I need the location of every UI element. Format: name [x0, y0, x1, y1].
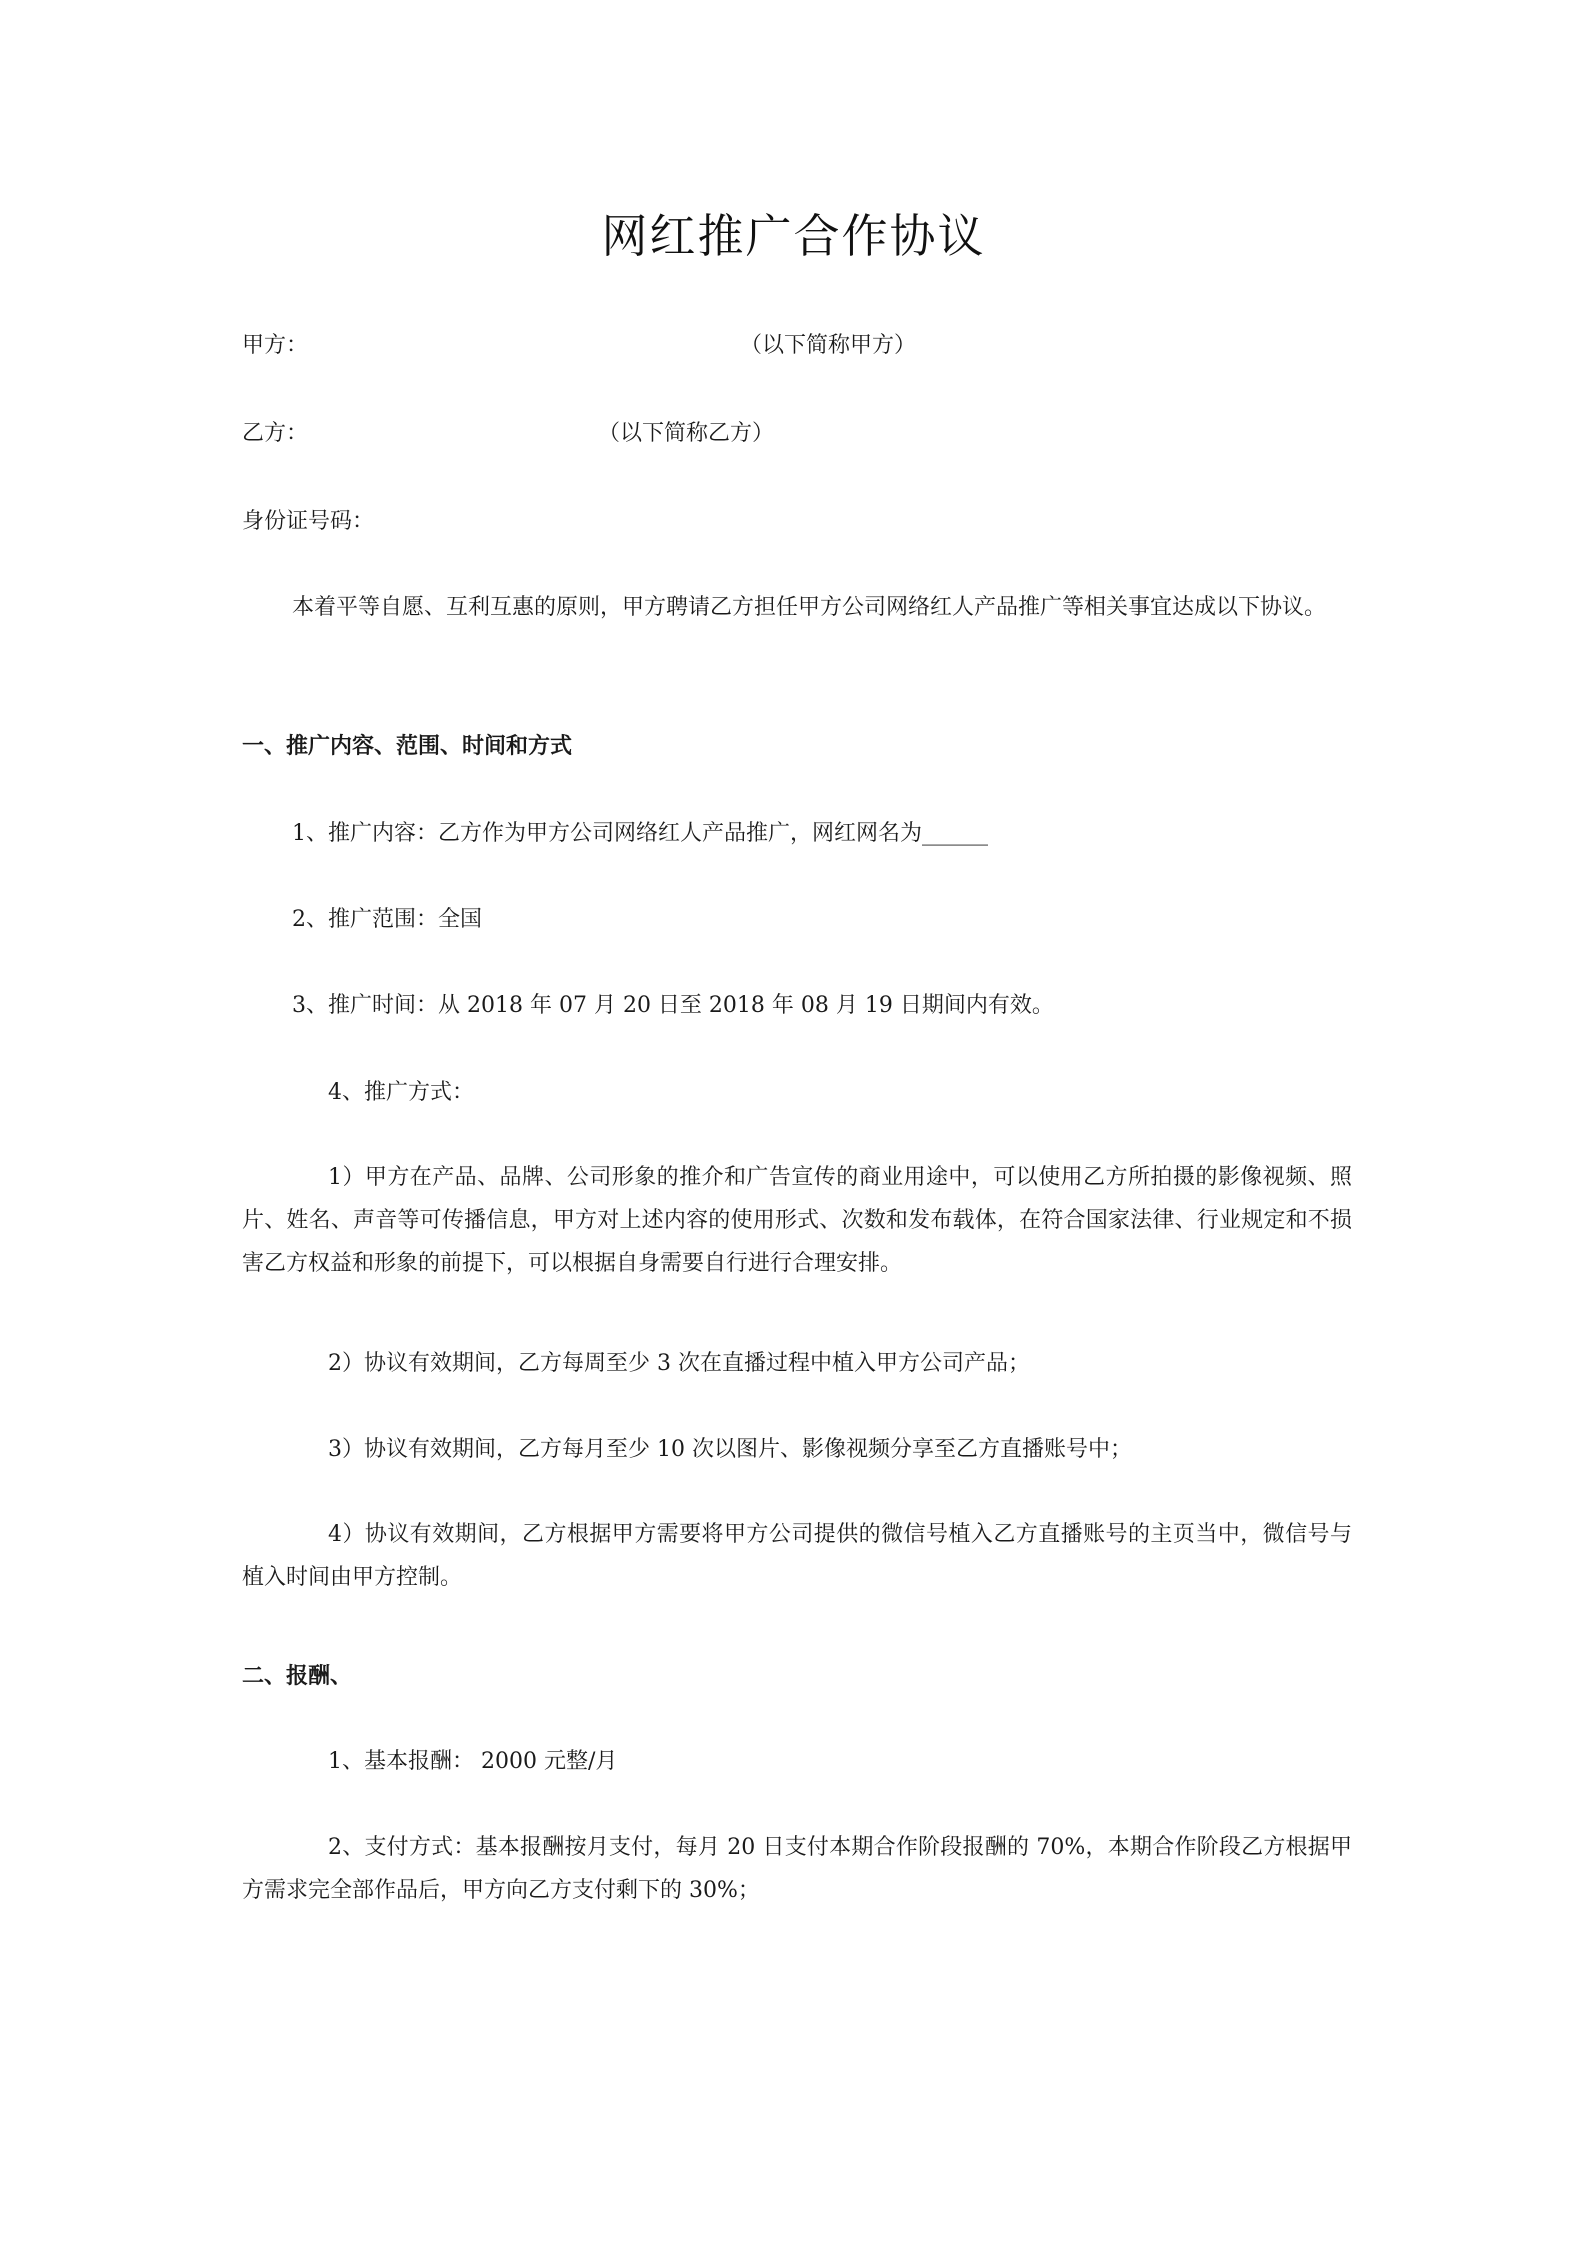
party-a-label: 甲方： — [242, 333, 309, 358]
section1-item4: 4、推广方式： — [328, 1080, 474, 1105]
document-title: 网红推广合作协议 — [601, 209, 986, 263]
section1-item3: 3、推广时间：从 2018 年 07 月 20 日至 2018 年 08 月 19 日期间内有效。 — [292, 993, 1054, 1018]
party-a-note: （以下简称甲方） — [740, 333, 917, 358]
id-number-label: 身份证号码： — [242, 509, 375, 534]
section2-heading: 二、报酬、 — [242, 1663, 353, 1689]
section1-sub4: 4）协议有效期间，乙方根据甲方需要将甲方公司提供的微信号植入乙方直播账号的主页当中，微信号与植入时间由甲方控制。 — [242, 1522, 1352, 1590]
section1-heading: 一、推广内容、范围、时间和方式 — [242, 733, 573, 759]
section1-item1: 1、推广内容：乙方作为甲方公司网络红人产品推广，网红网名为______ — [292, 821, 988, 846]
preamble-paragraph: 本着平等自愿、互利互惠的原则，甲方聘请乙方担任甲方公司网络红人产品推广等相关事宜达成以下协议。 — [292, 595, 1327, 620]
party-b-label: 乙方： — [242, 421, 309, 446]
section2-item1: 1、基本报酬： 2000 元整/月 — [328, 1749, 618, 1774]
section2-item2: 2、支付方式：基本报酬按月支付，每月 20 日支付本期合作阶段报酬的 70%，本期合作阶段乙方根据甲方需求完全部作品后，甲方向乙方支付剩下的 30%； — [242, 1835, 1352, 1903]
party-b-note: （以下简称乙方） — [598, 421, 775, 446]
section1-sub3: 3）协议有效期间，乙方每月至少 10 次以图片、影像视频分享至乙方直播账号中； — [328, 1437, 1132, 1462]
section1-sub2: 2）协议有效期间，乙方每周至少 3 次在直播过程中植入甲方公司产品； — [328, 1351, 1030, 1376]
section1-item2: 2、推广范围：全国 — [292, 907, 482, 932]
section1-sub1: 1）甲方在产品、品牌、公司形象的推介和广告宣传的商业用途中，可以使用乙方所拍摄的影像视频、照片、姓名、声音等可传播信息，甲方对上述内容的使用形式、次数和发布载体，在符合国家法律、行业规定和不损害乙方权益和形象的前提下，可以根据自身需要自行进行合理安排。 — [242, 1165, 1352, 1276]
